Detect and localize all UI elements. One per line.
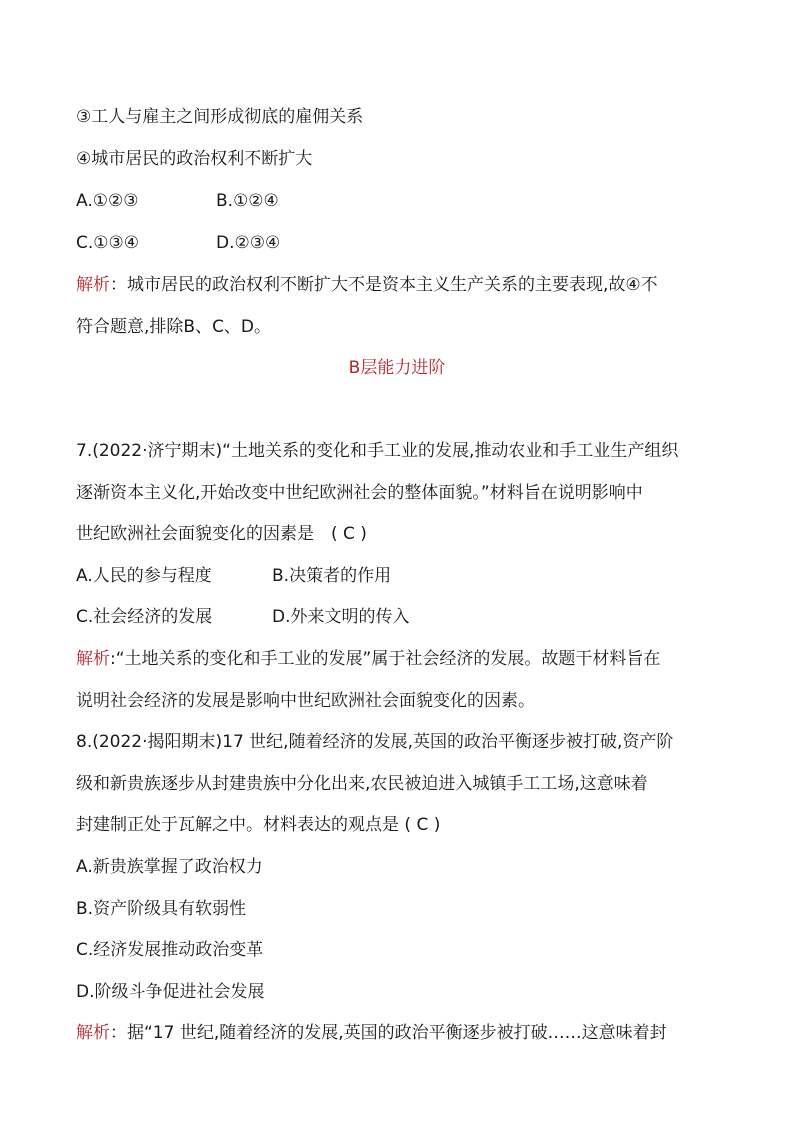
- q6-analysis-line-2: 符合题意,排除B、C、D。: [76, 317, 272, 337]
- q8-option-d: D.阶级斗争促进社会发展: [76, 982, 265, 1002]
- q7-analysis-line-2: 说明社会经济的发展是影响中世纪欧洲社会面貌变化的因素。: [76, 691, 535, 711]
- q7-stem-line-2: 逐渐资本主义化,开始改变中世纪欧洲社会的整体面貌。”材料旨在说明影响中: [76, 483, 643, 503]
- q7-option-b: B.决策者的作用: [272, 566, 392, 586]
- q8-analysis-line-1: [76, 1022, 734, 1044]
- q8-stem-line-2: 级和新贵族逐步从封建贵族中分化出来,农民被迫进入城镇手工工场,这意味着: [76, 774, 648, 794]
- q6-item-3: ③工人与雇主之间形成彻底的雇佣关系: [76, 107, 364, 127]
- q7-option-d: D.外来文明的传入: [272, 607, 410, 627]
- q7-analysis-line-1: [76, 648, 734, 670]
- q8-analysis-text-1: ：据“17 世纪,随着经济的发展,英国的政治平衡逐步被打破……这意味着封: [110, 1023, 667, 1043]
- q8-option-a: A.新贵族掌握了政治权力: [76, 857, 263, 877]
- q7-option-a: A.人民的参与程度: [76, 566, 212, 586]
- q7-analysis-label: 解析: [76, 649, 110, 669]
- q7-stem-line-1: 7.(2022·济宁期末)“土地关系的变化和手工业的发展,推动农业和手工业生产组织: [76, 441, 679, 461]
- q6-option-a: A.①②③: [76, 191, 139, 211]
- section-title: B层能力进阶: [348, 358, 446, 378]
- q7-analysis-text-1: :“土地关系的变化和手工业的发展”属于社会经济的发展。故题干材料旨在: [110, 649, 661, 669]
- q7-option-c: C.社会经济的发展: [76, 607, 213, 627]
- q6-analysis-text-1: ：城市居民的政治权利不断扩大不是资本主义生产关系的主要表现,故④不: [110, 275, 658, 295]
- q8-option-b: B.资产阶级具有软弱性: [76, 899, 247, 919]
- q8-stem-line-1: 8.(2022·揭阳期末)17 世纪,随着经济的发展,英国的政治平衡逐步被打破,资产阶: [76, 732, 674, 752]
- q6-option-d: D.②③④: [216, 233, 281, 253]
- q7-stem-line-3: 世纪欧洲社会面貌变化的因素是 ( C ): [76, 524, 367, 544]
- q6-item-4: ④城市居民的政治权利不断扩大: [76, 149, 313, 169]
- q6-analysis-label: 解析: [76, 275, 110, 295]
- q6-option-b: B.①②④: [216, 191, 279, 211]
- q8-stem-line-3: 封建制正处于瓦解之中。材料表达的观点是 ( C ): [76, 815, 441, 835]
- q6-option-c: C.①③④: [76, 233, 139, 253]
- q8-option-c: C.经济发展推动政治变革: [76, 940, 264, 960]
- q8-analysis-label: 解析: [76, 1023, 110, 1043]
- q6-analysis-line-1: [76, 274, 734, 296]
